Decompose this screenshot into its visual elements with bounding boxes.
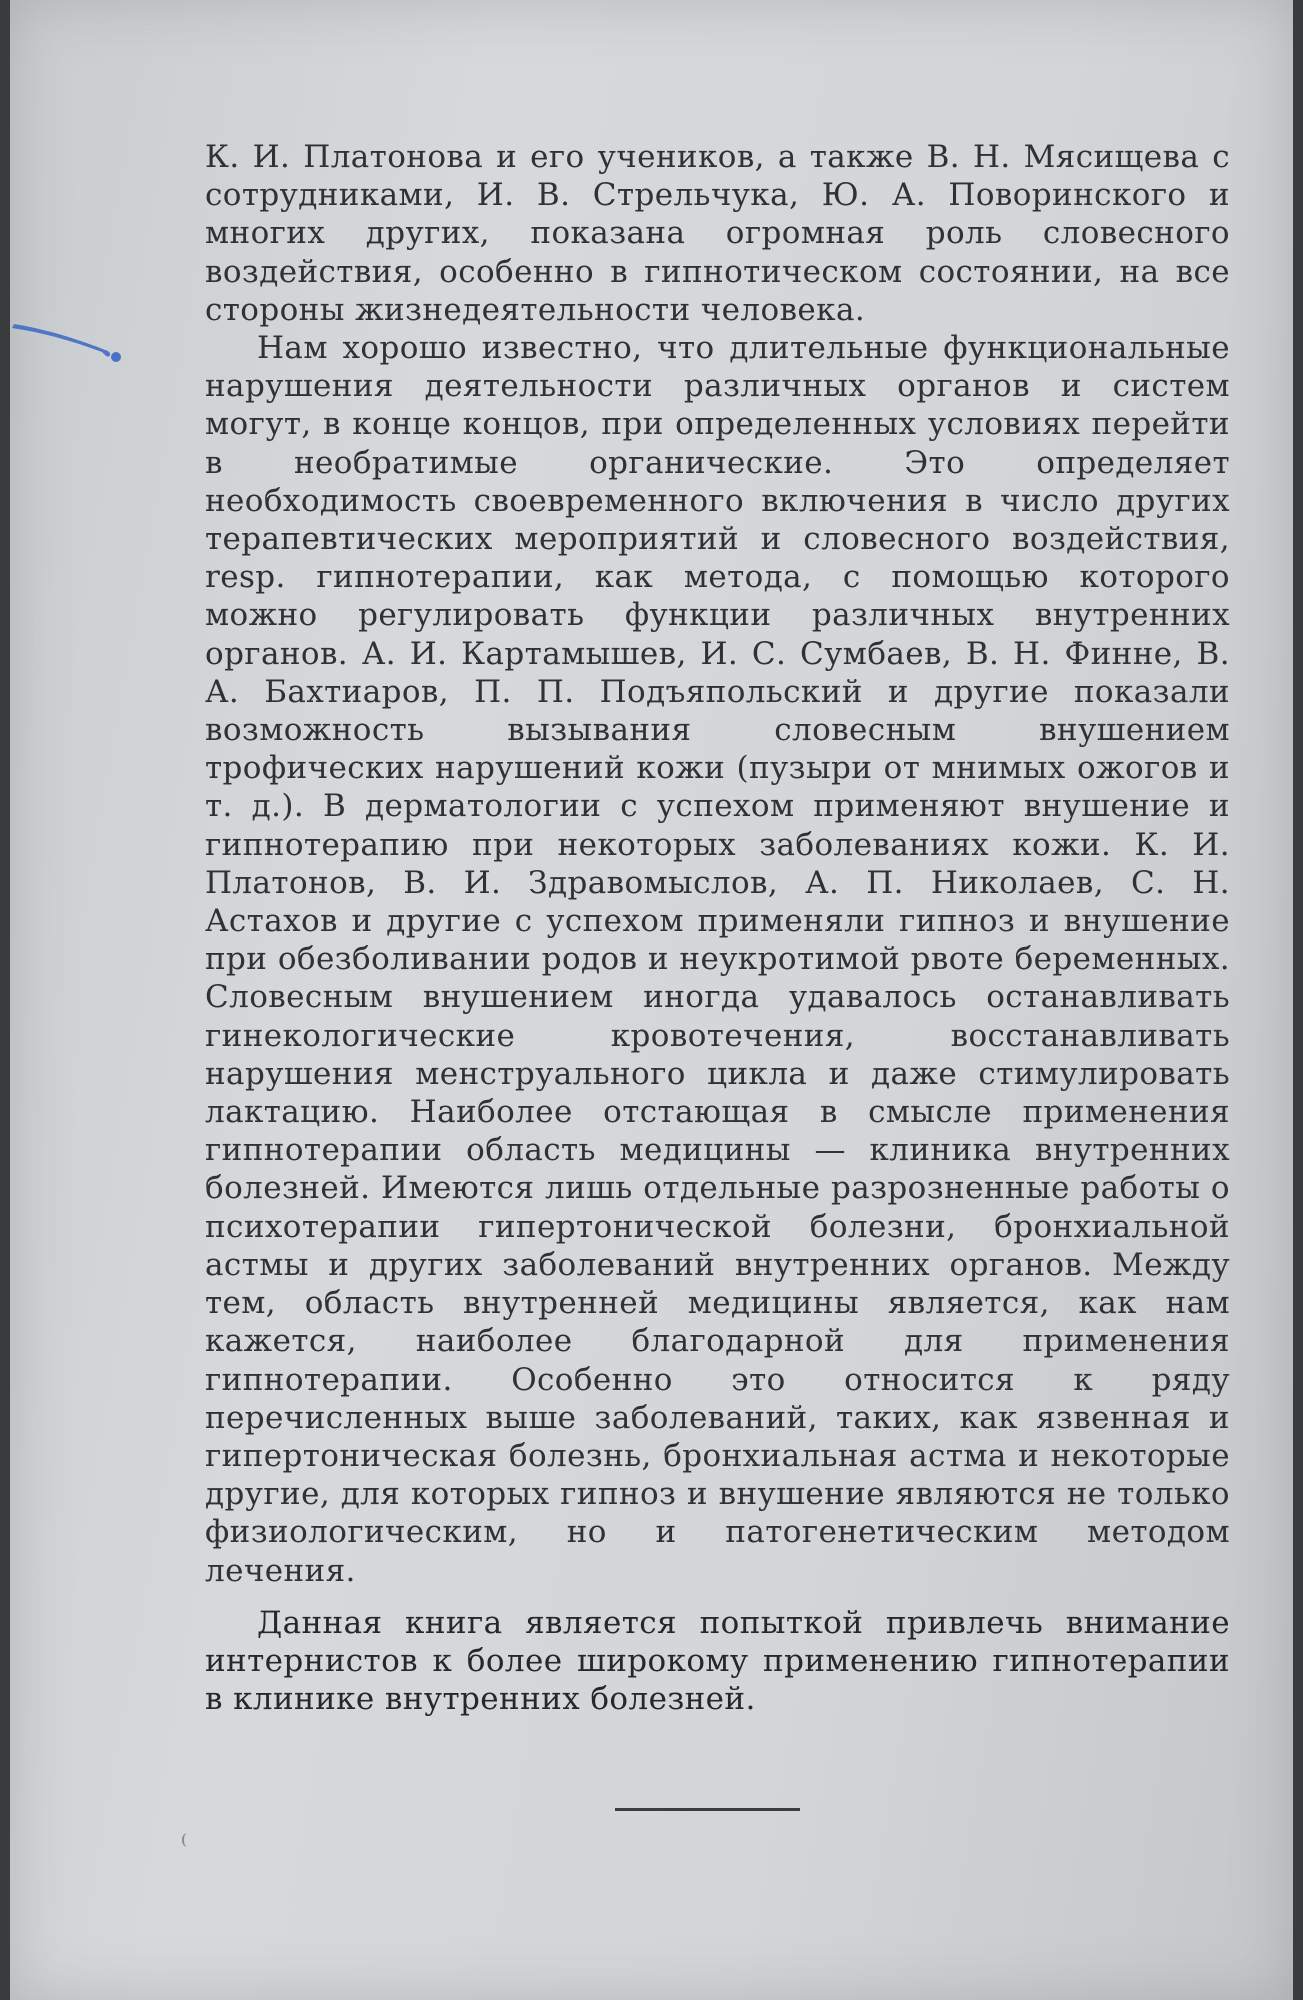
section-divider (615, 1808, 800, 1811)
paragraph-1: К. И. Платонова и его учеников, а также В. Н. Мясищева с сотрудниками, И. В. Стрельчука, Ю. А. Поворинского и многих других, показана огромная роль словесного воздействия, особенно в гипнотическом состоянии, на все стороны жизнедеятельности человека. (205, 139, 1230, 328)
book-page (10, 0, 1293, 2000)
paragraph-3: Данная книга является попыткой привлечь внимание интернистов к более широкому применению гипнотерапии в клинике внутренних болезней. (205, 1604, 1230, 1718)
body-text (205, 138, 1230, 1718)
blue-ink-mark (10, 318, 130, 368)
paper-speck (182, 1833, 192, 1847)
paragraph-2: Нам хорошо известно, что длительные функциональные нарушения деятельности различных органов и систем могут, в конце концов, при определенных условиях перейти в необратимые органические. Это определяет необходимость своевременного включения в число других терапевтических мероприятий и словесного воздействия, resp. гипнотерапии, как метода, с помощью которого можно регулировать функции различных внутренних органов. А. И. Картамышев, И. С. Сумбаев, В. Н. Финне, В. А. Бахтиаров, П. П. Подъяпольский и другие показали возможность вызывания словесным внушением трофических нарушений кожи (пузыри от мнимых ожогов и т. д.). В дерматологии с успехом применяют внушение и гипнотерапию при некоторых заболеваниях кожи. К. И. Платонов, В. И. Здравомыслов, А. П. Николаев, С. Н. Астахов и другие с успехом применяли гипноз и внушение при обезболивании родов и неукротимой рвоте беременных. Словесным внушением иногда удавалось останавливать гинекологические кровотечения, восстанавливать нарушения менструального цикла и даже стимулировать лактацию. Наиболее отстающая в смысле применения гипнотерапии область медицины — клиника внутренних болезней. Имеются лишь отдельные разрозненные работы о психотерапии гипертонической болезни, бронхиальной астмы и других заболеваний внутренних органов. Между тем, область внутренней медицины является, как нам кажется, наиболее благодарной для применения гипнотерапии. Особенно это относится к ряду перечисленных выше заболеваний, таких, как язвенная и гипертоническая болезнь, бронхиальная астма и некоторые другие, для которых гипноз и внушение являются не только физиологическим, но и патогенетическим методом лечения. (205, 330, 1230, 1589)
